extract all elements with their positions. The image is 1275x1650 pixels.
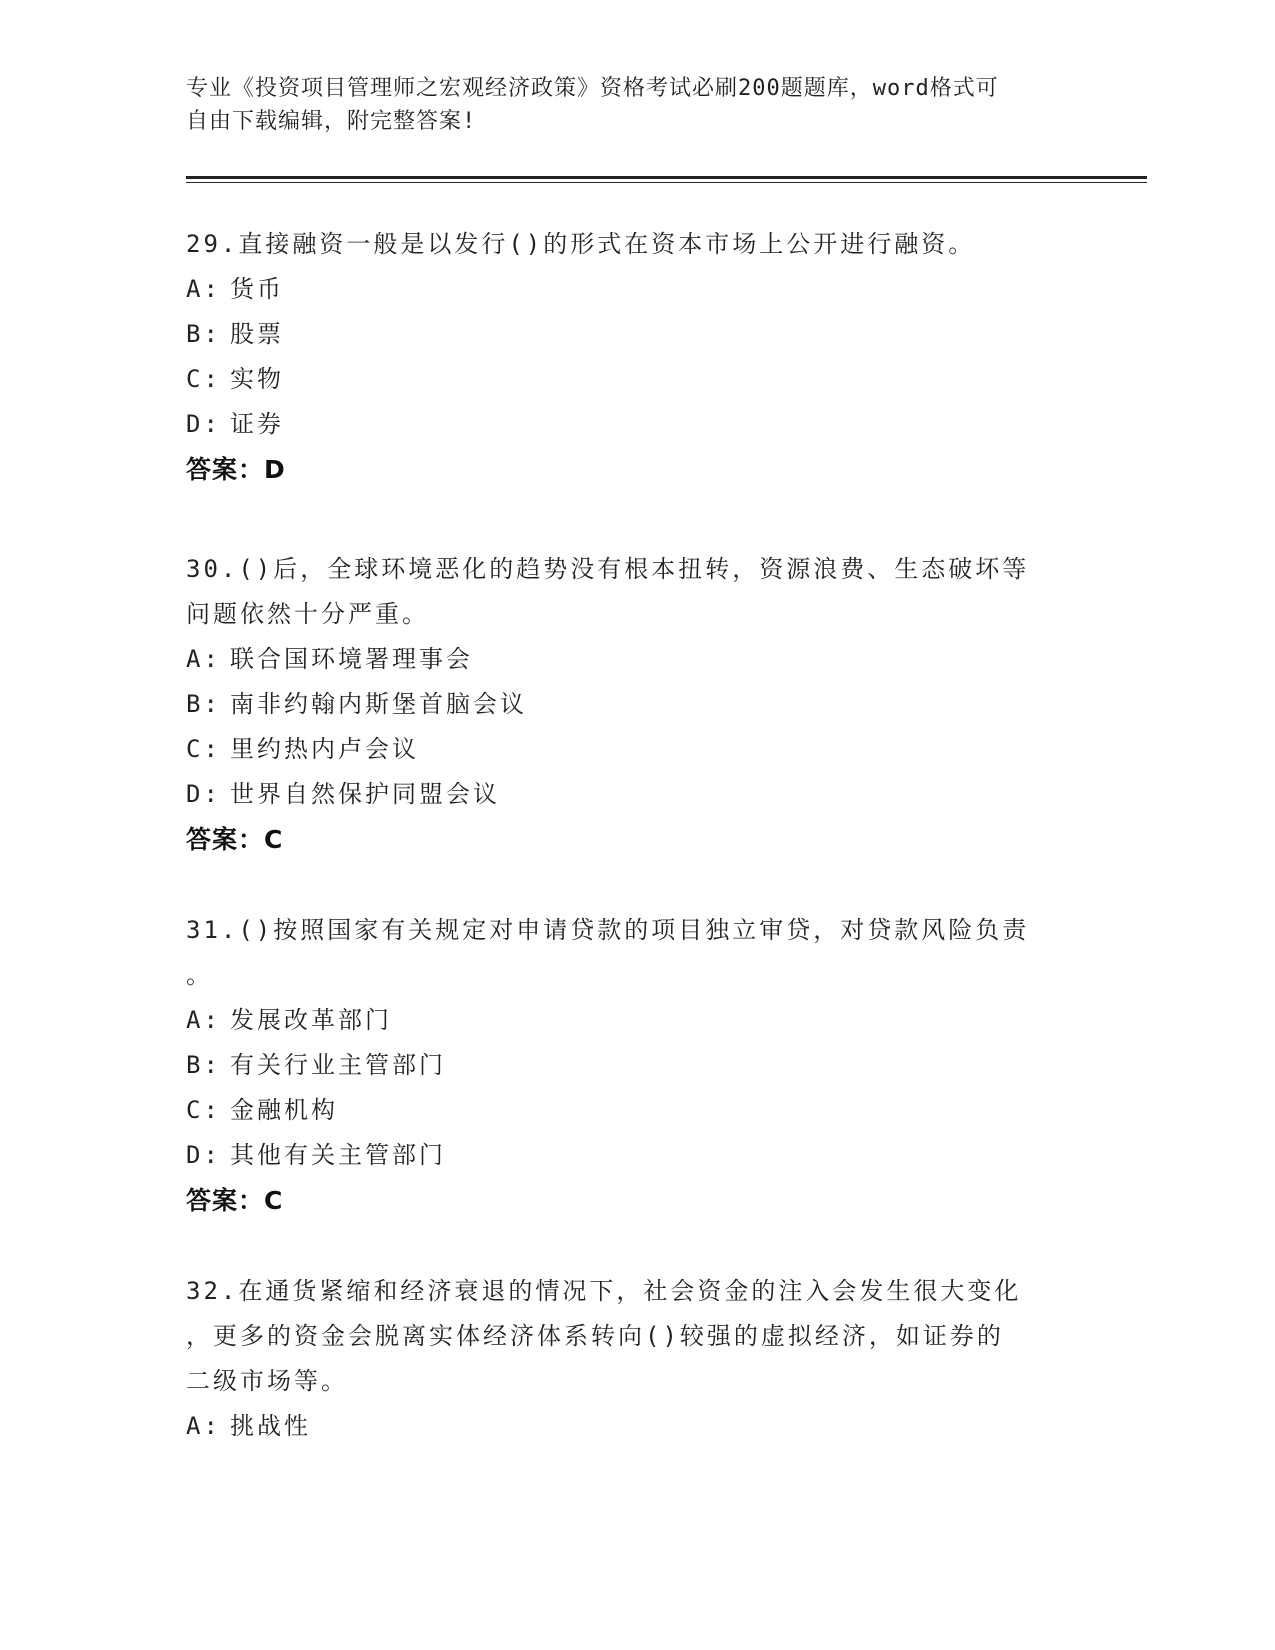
option-text: 股票 [230,320,284,348]
option-c [186,357,1066,402]
question-stem: 30.()后，全球环境恶化的趋势没有根本扭转，资源浪费、生态破坏等 问题依然十分严重。 [186,555,1030,628]
option-text: 世界自然保护同盟会议 [230,780,500,808]
option-letter: B: [186,690,221,718]
option-c [186,727,1066,772]
option-d [186,1133,1066,1178]
option-b [186,1043,1066,1088]
option-c [186,1088,1066,1133]
option-d [186,772,1066,817]
option-letter: D: [186,1141,221,1169]
option-letter: D: [186,780,221,808]
option-text: 其他有关主管部门 [230,1141,446,1169]
option-text: 货币 [230,275,284,303]
question-32 [186,1269,1066,1449]
option-text: 联合国环境署理事会 [230,645,473,673]
option-letter: A: [186,1006,221,1034]
answer-label: 答案：C [186,1186,284,1215]
answer-label: 答案：C [186,825,284,854]
option-a [186,1404,1066,1449]
option-letter: A: [186,1412,221,1440]
question-29 [186,222,1066,492]
option-letter: C: [186,1096,221,1124]
option-text: 里约热内卢会议 [230,735,419,763]
question-30 [186,547,1066,862]
question-stem: 29.直接融资一般是以发行()的形式在资本市场上公开进行融资。 [186,230,976,258]
option-letter: B: [186,320,221,348]
option-a [186,267,1066,312]
option-letter: C: [186,365,221,393]
option-text: 发展改革部门 [230,1006,392,1034]
option-text: 证券 [230,410,284,438]
option-b [186,312,1066,357]
header-divider-thick [186,176,1147,179]
option-text: 实物 [230,365,284,393]
option-letter: C: [186,735,221,763]
option-text: 有关行业主管部门 [230,1051,446,1079]
option-letter: A: [186,275,221,303]
option-b [186,682,1066,727]
header-divider-thin [186,182,1147,183]
question-stem: 32.在通货紧缩和经济衰退的情况下，社会资金的注入会发生很大变化 ，更多的资金会脱离实体经济体系转向()较强的虚拟经济，如证券的 二级市场等。 [186,1277,1022,1395]
option-text: 南非约翰内斯堡首脑会议 [230,690,527,718]
option-text: 金融机构 [230,1096,338,1124]
option-text: 挑战性 [230,1412,311,1440]
answer-label: 答案：D [186,455,286,484]
option-letter: B: [186,1051,221,1079]
option-letter: D: [186,410,221,438]
document-header: 专业《投资项目管理师之宏观经济政策》资格考试必刷200题题库，word格式可 自由下载编辑，附完整答案! [186,76,999,134]
question-31 [186,908,1066,1223]
question-stem: 31.()按照国家有关规定对申请贷款的项目独立审贷，对贷款风险负责 。 [186,916,1030,989]
option-d [186,402,1066,447]
option-a [186,637,1066,682]
option-a [186,998,1066,1043]
option-letter: A: [186,645,221,673]
